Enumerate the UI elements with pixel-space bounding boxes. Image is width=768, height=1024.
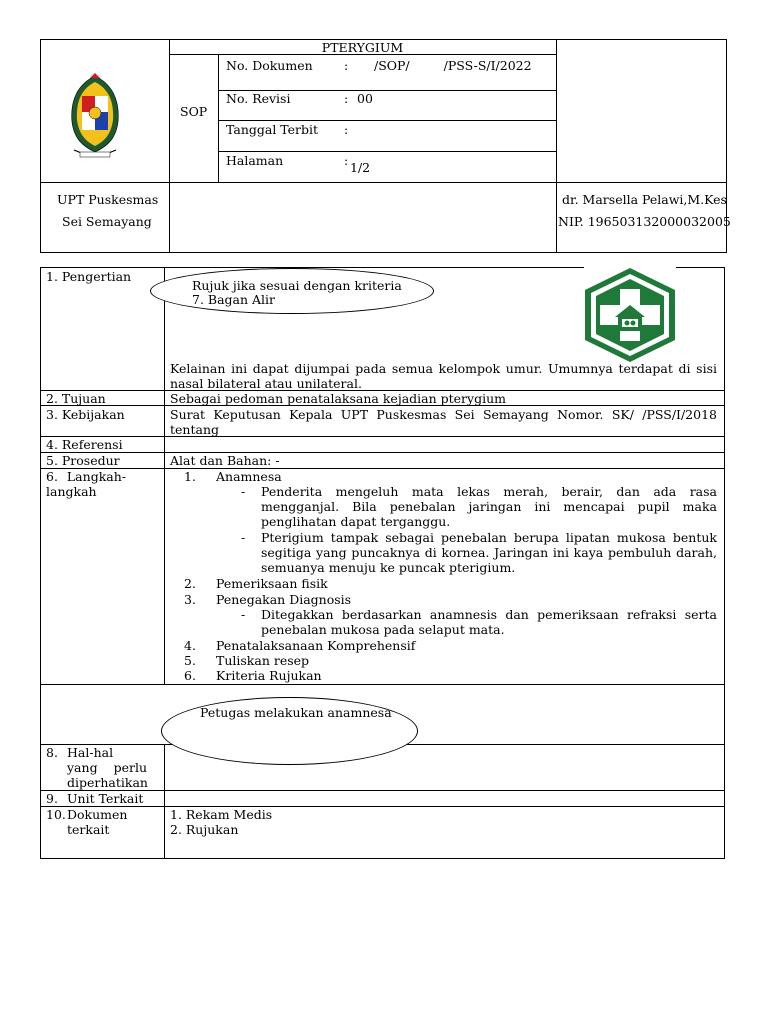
tanggal-terbit-sep: :: [344, 122, 349, 137]
langkah-label: 6. Langkah-langkah: [46, 469, 126, 499]
kebijakan-text: Surat Keputusan Kepala UPT Puskesmas Sei Semayang Nomor. SK/ /PSS/I/2018 tentang: [170, 407, 717, 437]
org-name-line2: Sei Semayang: [62, 214, 152, 229]
pengertian-label: 1. Pengertian: [46, 269, 132, 284]
step-1-text: Anamnesa: [216, 469, 282, 484]
unit-num: 9.: [46, 791, 58, 806]
bullet-3-text: Ditegakkan berdasarkan anamnesis dan pemeriksaan refraksi serta penebalan mukosa pada selaput mata.: [261, 607, 717, 637]
prosedur-text: Alat dan Bahan: -: [170, 453, 280, 468]
hal-label: Hal-hal yang perlu diperhatikan: [67, 745, 148, 790]
no-revisi-sep: :: [344, 91, 349, 106]
no-dokumen-sep: :: [344, 58, 349, 73]
step-6-num: 6.: [184, 668, 196, 683]
bullet-1-text: Penderita mengeluh mata lekas merah, berair, dan ada rasa mengganjal. Bila penebalan jaringan ini mencapai pupil maka penglihatan dapat terganggu.: [261, 484, 717, 529]
puskesmas-logo: [580, 265, 680, 365]
no-dokumen-label: No. Dokumen: [226, 58, 313, 73]
sop-label: SOP: [180, 104, 208, 119]
step-6-text: Kriteria Rujukan: [216, 668, 322, 683]
hal-num: 8.: [46, 745, 58, 760]
bullet-1-dash: -: [241, 484, 246, 499]
halaman-sep: :: [344, 153, 349, 168]
tujuan-label: 2. Tujuan: [46, 391, 106, 406]
unit-label: Unit Terkait: [67, 791, 144, 806]
kebijakan-label: 3. Kebijakan: [46, 407, 125, 422]
bullet-2-dash: -: [241, 530, 246, 545]
dok-item-2: 2. Rujukan: [170, 822, 239, 837]
regency-seal-logo: [64, 72, 126, 164]
step-2-num: 2.: [184, 576, 196, 591]
no-dokumen-value: /SOP/ /PSS-S/I/2022: [374, 58, 532, 73]
tanggal-terbit-label: Tanggal Terbit: [226, 122, 319, 137]
step-5-num: 5.: [184, 653, 196, 668]
no-revisi-label: No. Revisi: [226, 91, 291, 106]
step-1-num: 1.: [184, 469, 196, 484]
step-3-text: Penegakan Diagnosis: [216, 592, 352, 607]
step-4-text: Penatalaksanaan Komprehensif: [216, 638, 416, 653]
no-revisi-value: 00: [357, 91, 373, 106]
signer-name: dr. Marsella Pelawi,M.Kes: [562, 192, 727, 207]
tujuan-text: Sebagai pedoman penatalaksana kejadian pterygium: [170, 391, 506, 406]
flow-oval-rujuk-line1: Rujuk jika sesuai dengan kriteria: [192, 278, 402, 293]
step-3-num: 3.: [184, 592, 196, 607]
dok-item-1: 1. Rekam Medis: [170, 807, 273, 822]
bullet-2-text: Pterigium tampak sebagai penebalan berupa lipatan mukosa bentuk segitiga yang puncaknya di kornea. Jaringan ini kaya pembuluh darah, semuanya menuju ke puncak pterigium.: [261, 530, 717, 575]
dok-label: Dokumen terkait: [67, 807, 128, 837]
step-4-num: 4.: [184, 638, 196, 653]
bullet-3-dash: -: [241, 607, 246, 622]
flow-oval-rujuk-line2: 7. Bagan Alir: [192, 292, 276, 307]
referensi-label: 4. Referensi: [46, 437, 123, 452]
signer-nip: NIP. 196503132000032005: [558, 214, 731, 229]
doc-title: PTERYGIUM: [321, 40, 404, 55]
step-2-text: Pemeriksaan fisik: [216, 576, 328, 591]
halaman-label: Halaman: [226, 153, 284, 168]
flow-oval-anamnesa-text: Petugas melakukan anamnesa: [200, 705, 392, 720]
step-5-text: Tuliskan resep: [216, 653, 310, 668]
halaman-value: 1/2: [350, 160, 371, 175]
org-name-line1: UPT Puskesmas: [57, 192, 159, 207]
dok-num: 10.: [46, 807, 66, 822]
prosedur-label: 5. Prosedur: [46, 453, 120, 468]
pengertian-text: Kelainan ini dapat dijumpai pada semua kelompok umur. Umumnya terdapat di sisi nasal bilateral atau unilateral.: [170, 361, 717, 391]
